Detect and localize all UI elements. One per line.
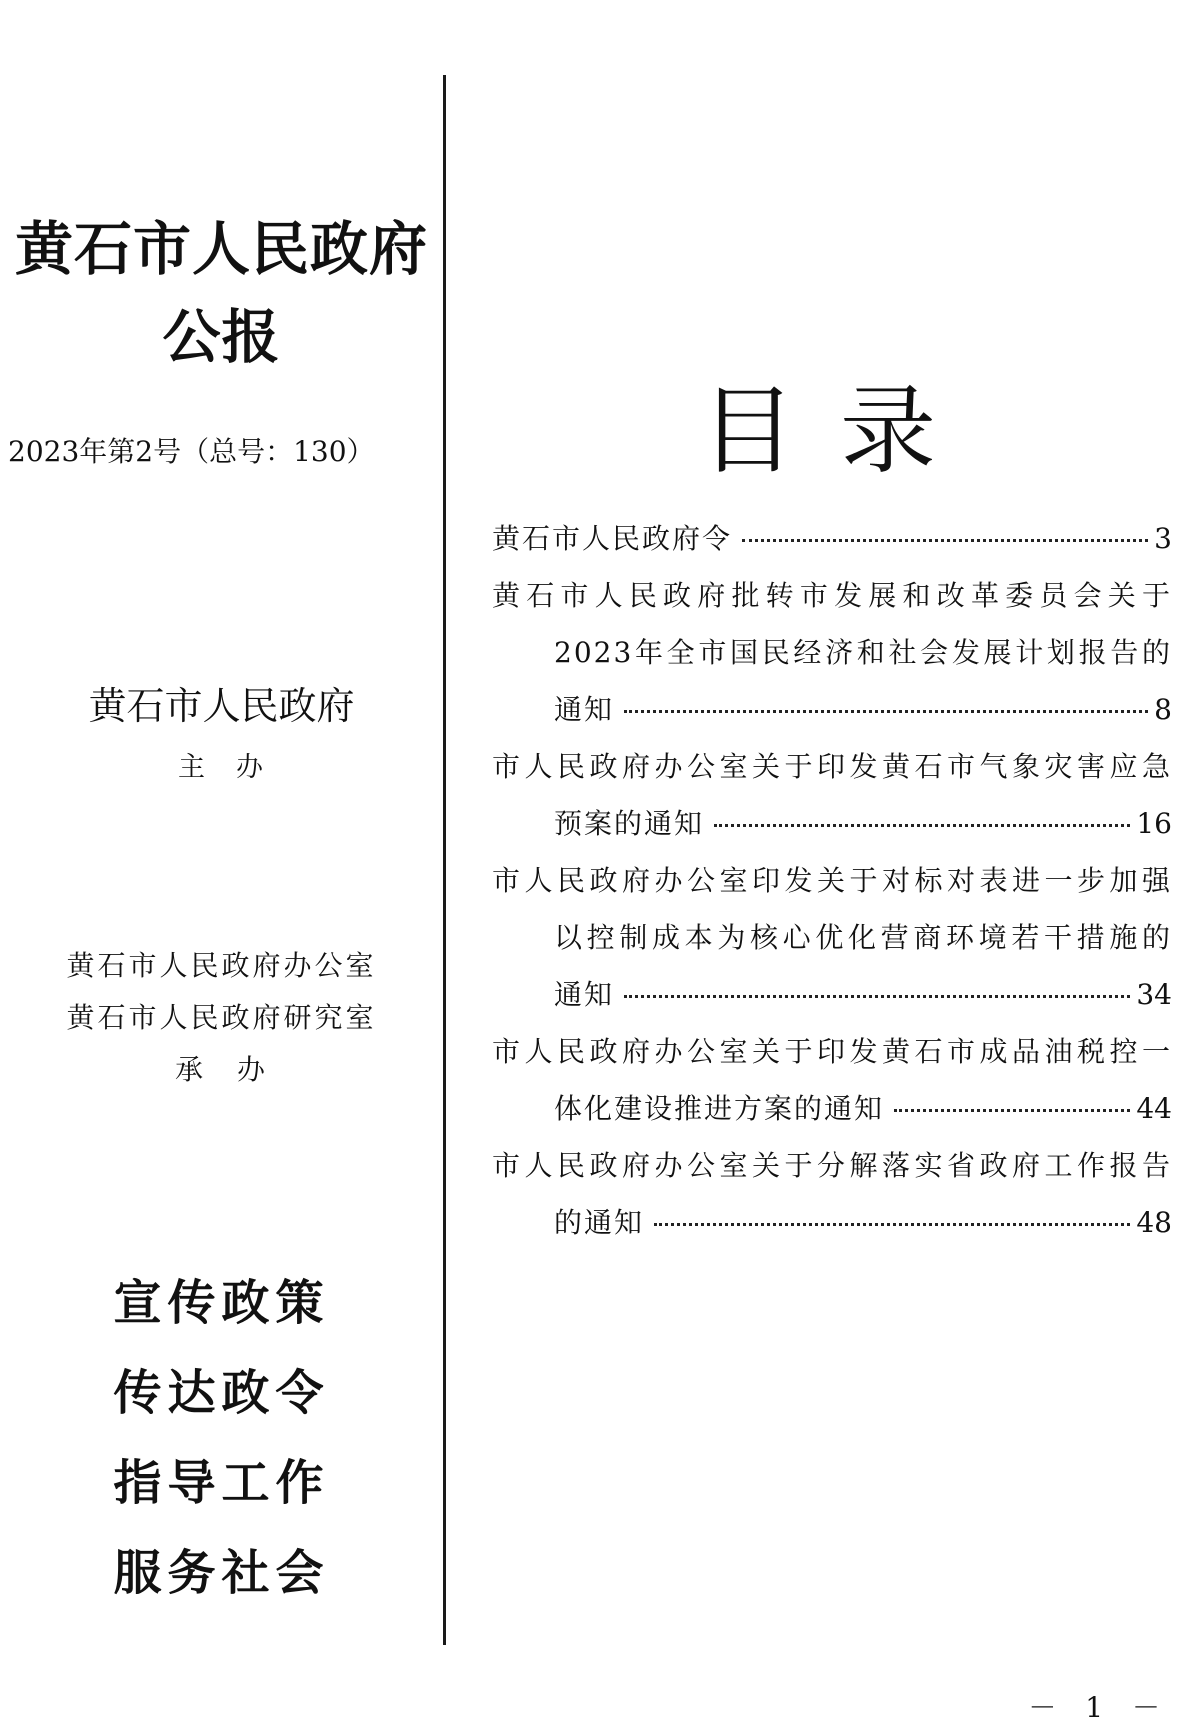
dot-leader: [894, 1109, 1130, 1112]
publication-title: [0, 205, 443, 381]
toc-entry-line: [492, 852, 1172, 909]
toc-entry-line: [554, 966, 1172, 1023]
organizer-line2: 黄石市人民政府研究室: [66, 1001, 377, 1034]
toc-entry-text: 黄石市人民政府批转市发展和改革委员会关于: [492, 579, 1172, 612]
toc-entry-text: 黄石市人民政府令: [492, 522, 733, 555]
dot-leader: [654, 1223, 1130, 1226]
organizer-block: [0, 940, 443, 1096]
toc-entry-line: [492, 1023, 1172, 1080]
toc-entry-text: 市人民政府办公室印发关于对标对表进一步加强: [492, 864, 1172, 897]
toc-entry-text: 通知: [554, 978, 615, 1011]
toc-entry-text: 2023年全市国民经济和社会发展计划报告的: [554, 636, 1172, 669]
toc-entry-text: 的通知: [554, 1206, 645, 1239]
page-number: － 1 －: [1028, 1691, 1170, 1724]
toc-entry[interactable]: [492, 1137, 1172, 1251]
toc-entry[interactable]: [492, 852, 1172, 1023]
organizer-line1: 黄石市人民政府办公室: [66, 949, 377, 982]
toc-entry-line: [492, 1137, 1172, 1194]
toc-entry[interactable]: [492, 510, 1172, 567]
slogan-item: 宣传政策: [113, 1275, 330, 1331]
toc-entry-text: 市人民政府办公室关于印发黄石市气象灾害应急: [492, 750, 1172, 783]
toc-entry-line: [554, 909, 1172, 966]
table-of-contents: [492, 510, 1172, 1251]
toc-entry-text: 市人民政府办公室关于印发黄石市成品油税控一: [492, 1035, 1172, 1068]
dot-leader: [624, 710, 1148, 713]
dot-leader: [714, 824, 1130, 827]
toc-entry-text: 体化建设推进方案的通知: [554, 1092, 885, 1125]
toc-entry-text: 以控制成本为核心优化营商环境若干措施的: [554, 921, 1172, 954]
toc-entry-text: 预案的通知: [554, 807, 705, 840]
toc-entry[interactable]: [492, 567, 1172, 738]
toc-page-number: 8: [1154, 693, 1172, 726]
toc-entry-line: [554, 1080, 1172, 1137]
toc-entry[interactable]: [492, 1023, 1172, 1137]
slogan-item: 服务社会: [113, 1545, 330, 1601]
toc-page-number: 34: [1136, 978, 1172, 1011]
sponsor-role: 主 办: [178, 752, 265, 783]
toc-page-number: 3: [1154, 522, 1172, 555]
toc-entry-line: [554, 624, 1172, 681]
slogan-item: 指导工作: [113, 1455, 330, 1511]
toc-page-number: 16: [1136, 807, 1172, 840]
publication-title-line2: 公报: [162, 303, 281, 371]
toc-page-number: 48: [1136, 1206, 1172, 1239]
toc-entry-line: [492, 567, 1172, 624]
slogans: [0, 1258, 443, 1618]
issue-number: 2023年第2号（总号：130）: [8, 435, 375, 468]
toc-entry-line: [492, 738, 1172, 795]
publication-title-line1: 黄石市人民政府: [14, 215, 428, 283]
toc-entry-line: [554, 1194, 1172, 1251]
toc-entry-line: [492, 510, 1172, 567]
dot-leader: [624, 995, 1130, 998]
toc-entry[interactable]: [492, 738, 1172, 852]
toc-entry-line: [554, 681, 1172, 738]
organizer-role: 承 办: [174, 1053, 268, 1086]
toc-heading: 目录: [700, 375, 980, 487]
toc-entry-text: 市人民政府办公室关于分解落实省政府工作报告: [492, 1149, 1172, 1182]
toc-entry-line: [554, 795, 1172, 852]
dot-leader: [742, 539, 1148, 542]
sponsor-name: 黄石市人民政府: [88, 684, 355, 728]
toc-entry-text: 通知: [554, 693, 615, 726]
column-divider: [443, 75, 446, 1645]
slogan-item: 传达政令: [113, 1365, 330, 1421]
toc-page-number: 44: [1136, 1092, 1172, 1125]
